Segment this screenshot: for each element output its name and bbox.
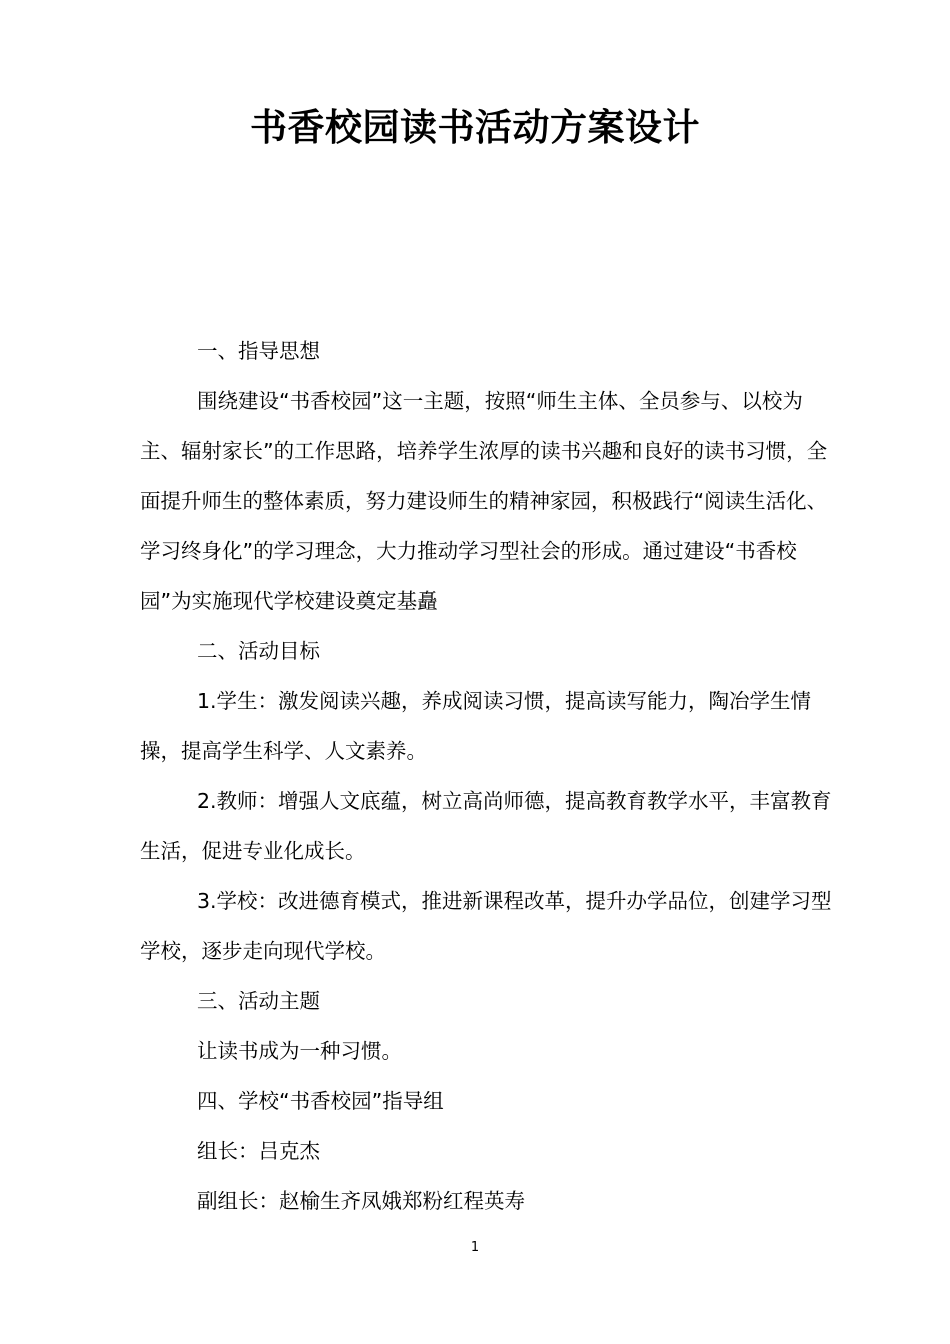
document-title: 书香校园读书活动方案设计: [250, 106, 700, 149]
page-number: 1: [470, 1240, 480, 1255]
paragraph-goal-teachers: 2.教师：增强人文底蕴，树立高尚师德，提高教育教学水平，丰富教育生活，促进专业化成长。: [140, 789, 832, 863]
paragraph-deputy-leaders: 副组长：赵榆生齐凤娥郑粉红程英寿: [197, 1189, 525, 1213]
section-heading-guidance-group: 四、学校“书香校园”指导组: [197, 1089, 444, 1113]
section-heading-activity-theme: 三、活动主题: [197, 989, 320, 1013]
paragraph-group-leader: 组长：吕克杰: [197, 1139, 320, 1163]
paragraph-guiding-ideology: 围绕建设“书香校园”这一主题，按照“师生主体、全员参与、以校为主、辐射家长”的工作思路，培养学生浓厚的读书兴趣和良好的读书习惯，全面提升师生的整体素质，努力建设师生的精神家园，积极践行“阅读生活化、学习终身化”的学习理念，大力推动学习型社会的形成。通过建设“书香校园”为实施现代学校建设奠定基矗: [140, 389, 828, 613]
section-heading-activity-goals: 二、活动目标: [197, 639, 320, 663]
paragraph-activity-theme: 让读书成为一种习惯。: [197, 1039, 402, 1063]
document-body: [140, 326, 840, 1226]
section-heading-guiding-ideology: 一、指导思想: [197, 339, 320, 363]
paragraph-goal-students: 1.学生：激发阅读兴趣，养成阅读习惯，提高读写能力，陶冶学生情操，提高学生科学、人文素养。: [140, 689, 812, 763]
paragraph-goal-school: 3.学校：改进德育模式，推进新课程改革，提升办学品位，创建学习型学校，逐步走向现代学校。: [140, 889, 832, 963]
